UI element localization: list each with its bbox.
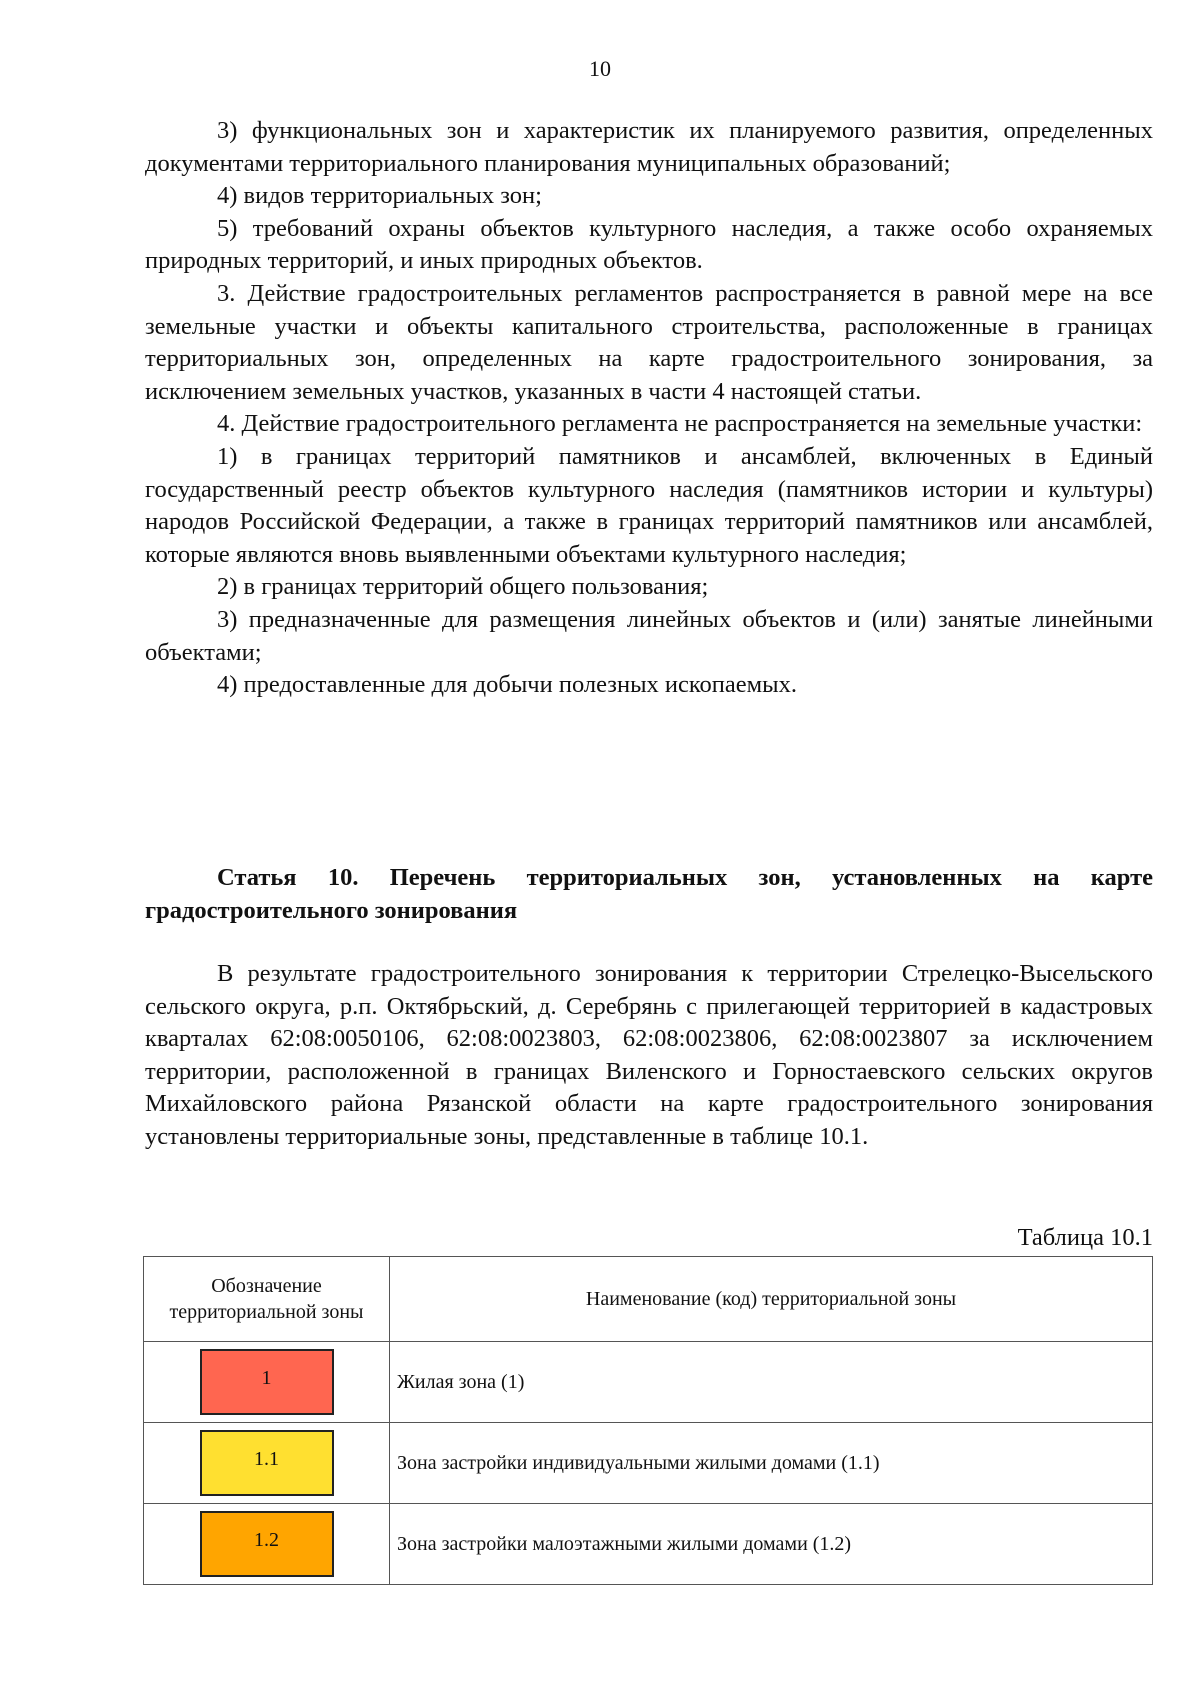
table-caption: Таблица 10.1 — [1017, 1224, 1153, 1251]
list-item-functional-zones: 3) функциональных зон и характеристик их планируемого развития, определенных документами территориального планирования муниципальных образований; — [145, 117, 1153, 177]
table-header-row — [144, 1257, 1153, 1342]
table-row — [144, 1423, 1153, 1504]
clause-3: 3. Действие градостроительных регламентов распространяется в равной мере на все земельные участки и объекты капитального строительства, расположенные в границах территориальных зон, определенных на карте градостроительного зонирования, за исключением земельных участков, указанных в части 4 настоящей статьи. — [145, 279, 1153, 405]
body-text — [145, 115, 1153, 702]
zone-color-swatch: 1.1 — [200, 1430, 334, 1496]
header-designation: Обозначение территориальной зоны — [144, 1257, 390, 1342]
zone-designation-cell — [144, 1342, 390, 1423]
zone-color-swatch: 1 — [200, 1349, 334, 1415]
zone-name-cell: Жилая зона (1) — [390, 1342, 1153, 1423]
zone-name-cell: Зона застройки индивидуальными жилыми домами (1.1) — [390, 1423, 1153, 1504]
article-paragraph: В результате градостроительного зонирования к территории Стрелецко-Высельского сельского округа, р.п. Октябрьский, д. Серебрянь с прилегающей территорией в кадастровых кварталах 62:08:0050106, 62:08:0023803, 62:08:0023806, 62:08:0023807 за исключением территории, расположенной в границах Виленского и Горностаевского сельских округов Михайловского района Рязанской области на карте градостроительного зонирования установлены территориальные зоны, представленные в таблице 10.1. — [145, 960, 1153, 1150]
article-text — [145, 958, 1153, 1154]
table-row — [144, 1504, 1153, 1585]
zone-designation-cell — [144, 1423, 390, 1504]
clause-4-item-3: 3) предназначенные для размещения линейных объектов и (или) занятые линейными объектами; — [145, 605, 1153, 666]
zone-color-swatch: 1.2 — [200, 1511, 334, 1577]
clause-4-item-2: 2) в границах территорий общего пользования; — [217, 573, 709, 601]
page-number: 10 — [589, 56, 611, 81]
clause-4-item-4: 4) предоставленные для добычи полезных ископаемых. — [217, 671, 797, 699]
zone-name-cell: Зона застройки малоэтажными жилыми домами (1.2) — [390, 1504, 1153, 1585]
clause-4-item-1: 1) в границах территорий памятников и ансамблей, включенных в Единый государственный реестр объектов культурного наследия (памятников истории и культуры) народов Российской Федерации, а также в границах территорий памятников или ансамблей, которые являются вновь выявленными объектами культурного наследия; — [145, 442, 1153, 568]
table-row — [144, 1342, 1153, 1423]
list-item-zone-types: 4) видов территориальных зон; — [217, 182, 542, 210]
zones-table — [143, 1256, 1153, 1585]
article-heading: Статья 10. Перечень территориальных зон, установленных на карте градостроительного зонирования — [145, 864, 1153, 924]
list-item-heritage-requirements: 5) требований охраны объектов культурного наследия, а также особо охраняемых природных территорий, и иных природных объектов. — [145, 214, 1153, 275]
clause-4: 4. Действие градостроительного регламента не распространяется на земельные участки: — [217, 410, 1143, 438]
zone-designation-cell — [144, 1504, 390, 1585]
header-name: Наименование (код) территориальной зоны — [390, 1257, 1153, 1342]
